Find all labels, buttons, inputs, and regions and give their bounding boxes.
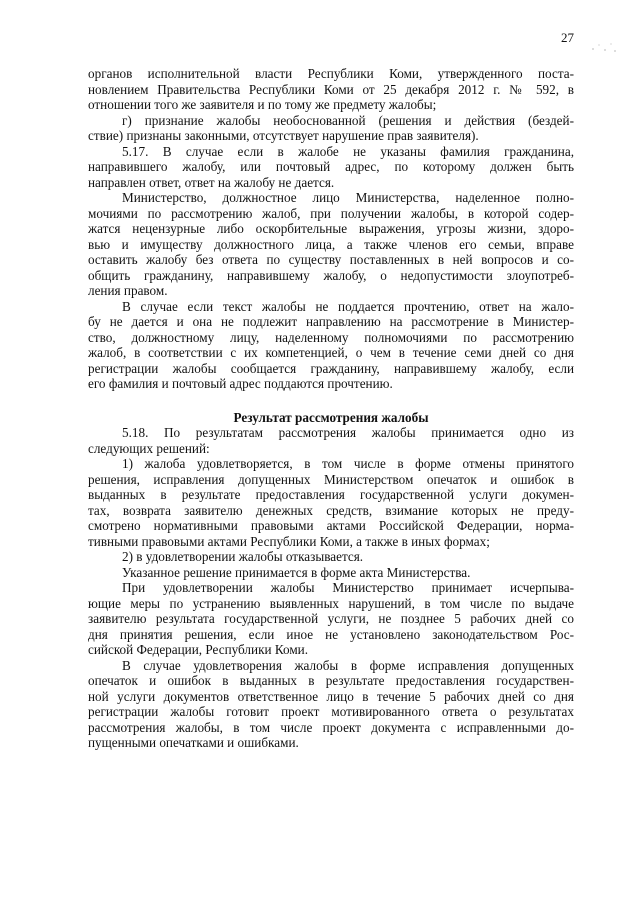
text-line: оставить жалобу без ответа по существу поставленных в ней вопросов и со-	[88, 252, 574, 267]
paragraph	[88, 113, 574, 144]
paragraph	[88, 425, 574, 456]
text-line: ной услуги документов ответственное лицо в течение 5 рабочих дней со дня	[88, 688, 574, 704]
paragraph	[88, 66, 574, 113]
text-line: тах, возврата заявителю денежных средств, взимание которых не преду-	[88, 502, 574, 518]
page-number: 27	[561, 30, 574, 45]
paragraphs-before-heading	[88, 66, 574, 392]
paragraph	[88, 456, 574, 549]
text-line: г) признание жалобы необоснованной (решения и действия (бездей-	[122, 112, 574, 128]
text-line: новлением Правительства Республики Коми от 25 декабря 2012 г. № 592, в	[88, 81, 574, 97]
text-line: жалоб, в соответствии с их компетенцией, о чем в течение семи дней со дня	[88, 345, 574, 360]
text-line: рассмотрения жалобы, в том числе проект документа с исправленными до-	[88, 719, 574, 735]
paragraphs-after-heading	[88, 425, 574, 751]
scan-artifact-marks	[590, 40, 618, 54]
text-line: 2) в удовлетворении жалобы отказывается.	[122, 549, 364, 564]
text-line: вью и имуществу должностного лица, а также членов его семьи, вправе	[88, 236, 574, 252]
text-line: жатся нецензурные либо оскорбительные выражения, угрозы жизни, здоро-	[88, 221, 574, 236]
text-line: При удовлетворении жалобы Министерство принимает исчерпыва-	[122, 580, 574, 595]
text-line: тивными правовыми актами Республики Коми, а также в иных формах;	[88, 533, 490, 549]
text-line: Министерство, должностное лицо Министерства, наделенное полно-	[122, 190, 574, 205]
text-line: отношении того же заявителя и по тому же предмету жалобы;	[88, 97, 437, 112]
text-line: опечаток и ошибок в выданных в результате предоставления государствен-	[88, 673, 574, 688]
text-line: пущенными опечатками и ошибками.	[88, 735, 299, 750]
paragraph	[88, 658, 574, 751]
text-line: смотрено нормативными правовыми актами Российской Федерации, норма-	[88, 518, 574, 533]
paragraph	[88, 144, 574, 191]
text-line: В случае если текст жалобы не поддается прочтению, ответ на жало-	[122, 298, 574, 314]
paragraph	[88, 580, 574, 658]
text-line: ления правом.	[88, 283, 168, 298]
text-line: решения, исправления допущенных Министерством опечаток и ошибок в	[88, 471, 574, 487]
text-line: 5.17. В случае если в жалобе не указаны фамилия гражданина,	[122, 143, 574, 159]
paragraph	[88, 299, 574, 392]
text-line: регистрации жалобы сообщается гражданину, направившему жалобу, если	[88, 360, 574, 376]
text-line: 1) жалоба удовлетворяется, в том числе в форме отмены принятого	[122, 456, 574, 471]
paragraph	[88, 565, 574, 581]
text-line: бу не дается и она не подлежит направлению на рассмотрение в Министер-	[88, 314, 574, 329]
text-line: ствие) признаны законными, отсутствует нарушение прав заявителя).	[88, 128, 479, 143]
text-line: сийской Федерации, Республики Коми.	[88, 642, 309, 657]
paragraph	[88, 190, 574, 299]
text-line: ющие меры по устранению выявленных нарушений, в том числе по выдаче	[88, 595, 574, 611]
paragraph	[88, 549, 574, 565]
text-line: органов исполнительной власти Республики Коми, утвержденного поста-	[88, 66, 574, 81]
text-line: заявителю результата государственной услуги, не позднее 5 рабочих дней со	[88, 611, 574, 626]
section-heading: Результат рассмотрения жалобы	[233, 409, 429, 425]
document-body	[88, 66, 574, 751]
text-line: общить гражданину, направившему жалобу, о недопустимости злоупотреб-	[88, 267, 574, 283]
text-line: направившего жалобу, или почтовый адрес, по которому должен быть	[88, 159, 574, 174]
text-line: дня принятия решения, если иное не установлено законодательством Рос-	[88, 626, 574, 642]
text-line: выданных в результате предоставления государственной услуги докумен-	[88, 487, 574, 502]
text-line: Указанное решение принимается в форме акта Министерства.	[122, 564, 471, 580]
text-line: 5.18. По результатам рассмотрения жалобы принимается одно из	[122, 425, 574, 440]
text-line: его фамилия и почтовый адрес поддаются прочтению.	[88, 376, 393, 391]
text-line: В случае удовлетворения жалобы в форме исправления допущенных	[122, 657, 574, 673]
text-line: направлен ответ, ответ на жалобу не дается.	[88, 174, 335, 190]
text-line: регистрации жалобы готовит проект мотивированного ответа о результатах	[88, 704, 574, 719]
text-line: мочиями по рассмотрению жалоб, при получении жалобы, в которой содер-	[88, 205, 574, 221]
text-line: ство, должностному лицу, наделенному полномочиями по рассмотрению	[88, 329, 574, 345]
text-line: следующих решений:	[88, 440, 210, 456]
